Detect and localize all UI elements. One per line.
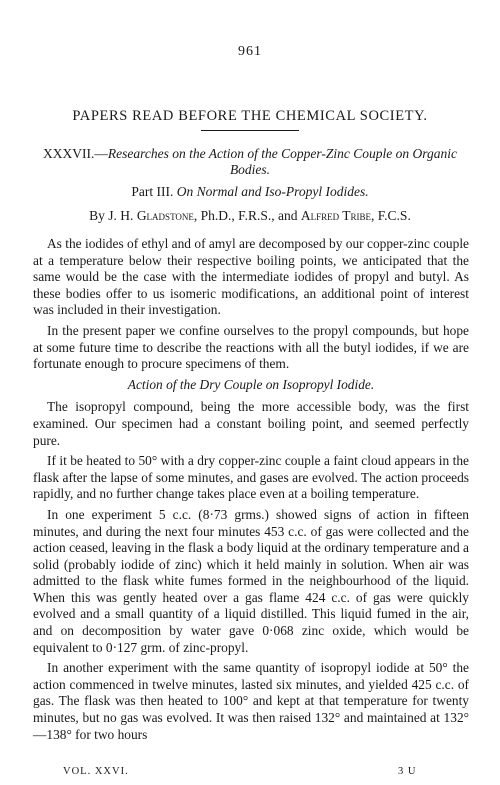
title-dash: — [94, 146, 108, 161]
subsection-heading: Action of the Dry Couple on Isopropyl Iodide. [127, 376, 375, 392]
article-body [33, 236, 469, 747]
author-gladstone-quals: , Ph.D., F.R.S., and [193, 208, 301, 223]
paragraph: In another experiment with the same quantity of isopropyl iodide at 50° the action commenced in twelve minutes, lasted six minutes, and yielded 425 c.c. of gas. The flask was then heated to 100° and kept at that temperature for twenty minutes, but no gas was evolved. It was then raised 132° and maintained at 132°—138° for two hours [33, 660, 469, 742]
byline [0, 208, 500, 224]
volume-footer: VOL. XXVI. [63, 766, 129, 777]
paragraph: In the present paper we confine ourselves to the propyl compounds, but hope at some future time to describe the reactions with all the butyl iodides, if we are fortunate enough to procure specimens of them. [33, 322, 469, 372]
author-gladstone: Gladstone [136, 208, 194, 223]
paper-title [40, 146, 460, 178]
signature-mark: 3 U [398, 766, 417, 777]
divider-rule [201, 130, 299, 131]
byline-prefix: By J. H. [89, 208, 137, 223]
paper-number: XXXVII. [43, 146, 95, 161]
author-tribe-quals: , F.C.S. [371, 208, 411, 223]
paper-title-text: Researches on the Action of the Copper-Zinc Couple on Organic Bodies. [107, 146, 457, 177]
paragraph: As the iodides of ethyl and of amyl are decomposed by our copper-zinc couple at a temperature below their respective boiling points, we anticipated that the same would be the case with the intermediate iodides of propyl and butyl. As these bodies offer to us isomeric modifications, an additional point of interest was included in their investigation. [33, 236, 469, 318]
section-heading-papers: PAPERS READ BEFORE THE CHEMICAL SOCIETY. [72, 108, 428, 124]
part-label: Part III. [131, 184, 174, 199]
author-tribe: Alfred Tribe [300, 208, 371, 223]
paragraph: In one experiment 5 c.c. (8·73 grms.) showed signs of action in fifteen minutes, and during the next four minutes 453 c.c. of gas were collected and the action ceased, leaving in the flask a body liquid at the ordinary temperature and a solid (probably iodide of zinc) which it held mainly in solution. When air was admitted to the flask white fumes formed in the neighbourhood of the liquid. When this was gently heated over a gas flame 424 c.c. of gas were quickly evolved and a small quantity of a liquid distilled. This liquid fumed in the air, and on decomposition by water gave 0·068 zinc oxide, which would be equivalent to 0·127 grm. of zinc-propyl. [33, 506, 469, 655]
paragraph: The isopropyl compound, being the more accessible body, was the first examined. Our specimen had a constant boiling point, and seemed perfectly pure. [33, 399, 469, 448]
page-number: 961 [238, 44, 262, 59]
paragraph: If it be heated to 50° with a dry copper-zinc couple a faint cloud appears in the flask after the lapse of some minutes, and gases are evolved. The action proceeds rapidly, and no further change takes place even at a boiling temperature. [33, 453, 469, 502]
part-line [0, 184, 500, 200]
part-subtitle: On Normal and Iso-Propyl Iodides. [176, 184, 369, 199]
